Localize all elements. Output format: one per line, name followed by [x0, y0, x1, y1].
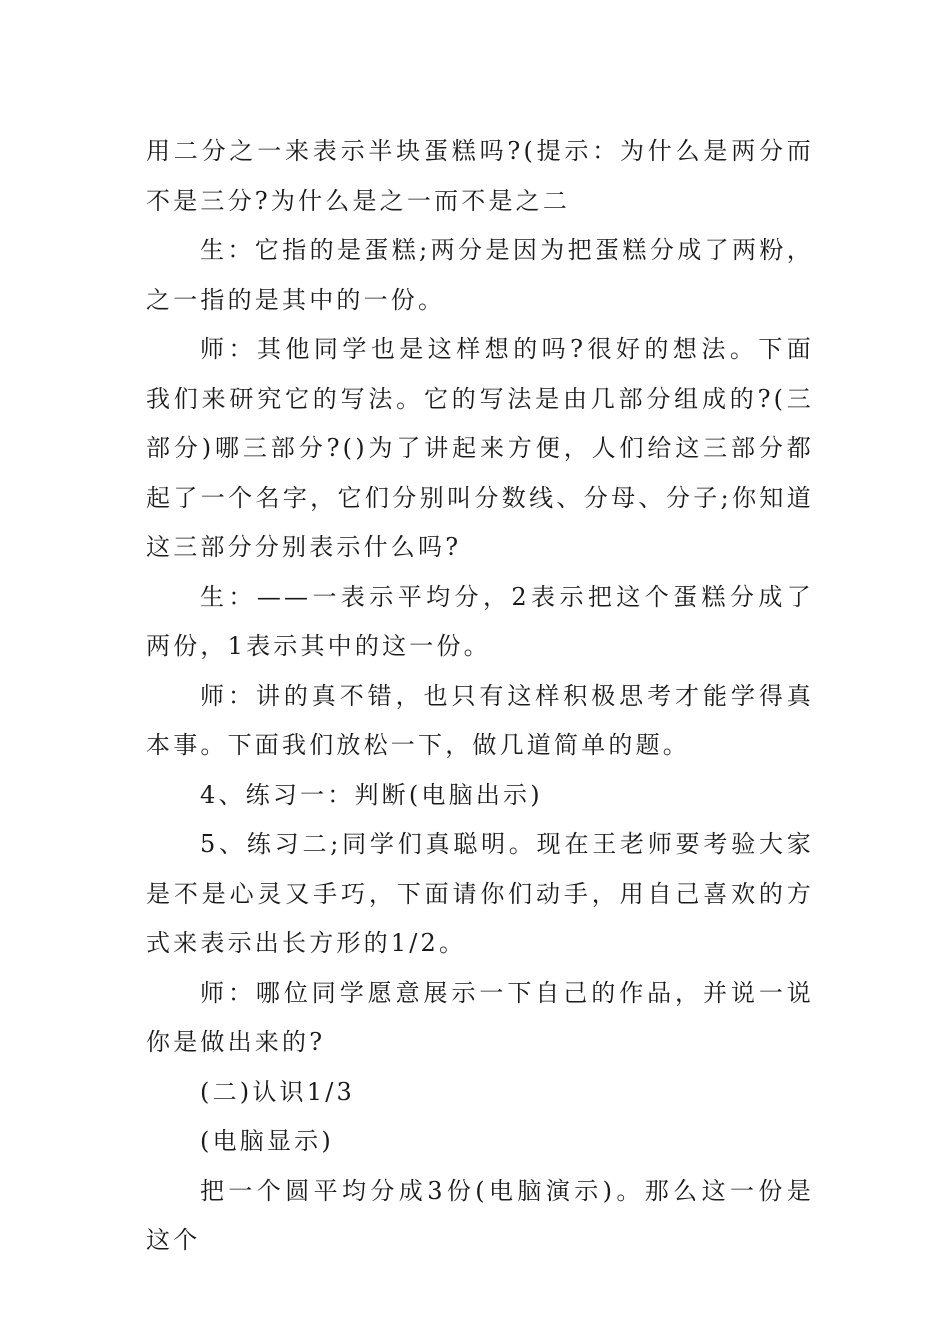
- paragraph-5: 师：讲的真不错，也只有这样积极思考才能学得真本事。下面我们放松一下，做几道简单的题。: [146, 681, 814, 759]
- paragraph-8: 师：哪位同学愿意展示一下自己的作品，并说一说你是做出来的?: [146, 978, 814, 1056]
- paragraph-4: 生：——一表示平均分，2表示把这个蛋糕分成了两份，1表示其中的这一份。: [146, 582, 814, 660]
- paragraph-9: (二)认识1/3: [200, 1077, 355, 1106]
- paragraph-11: 把一个圆平均分成3份(电脑演示)。那么这一份是这个: [146, 1176, 814, 1254]
- paragraph-1: 用二分之一来表示半块蛋糕吗?(提示：为什么是两分而不是三分?为什么是之一而不是之二: [146, 137, 814, 215]
- document-body: [146, 127, 814, 1266]
- paragraph-10: (电脑显示): [200, 1127, 334, 1155]
- paragraph-2: 生：它指的是蛋糕;两分是因为把蛋糕分成了两粉，之一指的是其中的一份。: [146, 236, 814, 314]
- paragraph-6: 4、练习一：判断(电脑出示): [200, 780, 543, 809]
- paragraph-3: 师：其他同学也是这样想的吗?很好的想法。下面我们来研究它的写法。它的写法是由几部分组成的?(三部分)哪三部分?()为了讲起来方便，人们给这三部分都起了一个名字，它们分别叫分数线、分母、分子;你知道这三部分分别表示什么吗?: [146, 335, 814, 561]
- paragraph-7: 5、练习二;同学们真聪明。现在王老师要考验大家是不是心灵又手巧，下面请你们动手，用自己喜欢的方式来表示出长方形的1/2。: [146, 830, 814, 957]
